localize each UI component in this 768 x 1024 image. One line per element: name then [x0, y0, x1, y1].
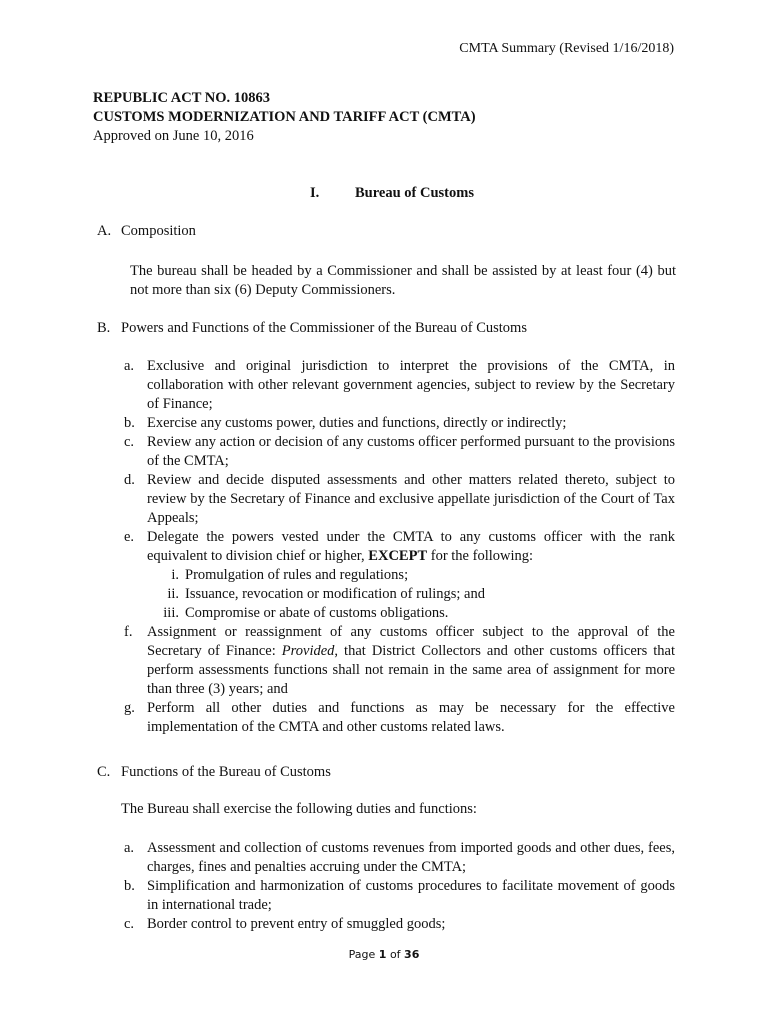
- subsection-title: Composition: [121, 223, 196, 239]
- list-marker: e.: [124, 529, 135, 545]
- list-item-text: Review any action or decision of any customs officer performed pursuant to the provisions of the CMTA;: [147, 434, 675, 469]
- list-marker: g.: [124, 700, 135, 716]
- subsection-letter: A.: [97, 223, 112, 239]
- exceptions-list: [147, 566, 675, 623]
- act-title: CUSTOMS MODERNIZATION AND TARIFF ACT (CMTA): [93, 109, 476, 125]
- functions-intro: The Bureau shall exercise the following duties and functions:: [121, 801, 477, 817]
- subsection-heading-b: [97, 319, 687, 338]
- exception-item: [147, 585, 675, 604]
- list-marker: c.: [124, 916, 135, 932]
- exception-item: [147, 604, 675, 623]
- subsection-letter: B.: [97, 320, 111, 336]
- exception-text: Compromise or abate of customs obligations.: [185, 605, 449, 621]
- list-marker: iii.: [163, 605, 179, 621]
- list-marker: b.: [124, 878, 135, 894]
- section-number: I.: [310, 185, 320, 201]
- text-run: for the following:: [427, 548, 534, 564]
- list-item: [120, 528, 675, 623]
- text-run: , that District Collectors and other customs officers that perform assessments functions shall not remain in the same area of assignment for more than three (3) years; and: [147, 643, 675, 697]
- text-run: Assignment or reassignment of any customs officer subject to the approval of the Secretary of Finance:: [147, 624, 675, 659]
- page-total: 36: [404, 948, 420, 961]
- subsection-heading-c: [97, 763, 687, 782]
- list-item: [120, 839, 675, 877]
- list-item: [120, 877, 675, 915]
- list-item-text: [147, 623, 675, 699]
- list-marker: f.: [124, 624, 133, 640]
- exception-item: [147, 566, 675, 585]
- list-item: [120, 471, 675, 528]
- title-block: [93, 89, 683, 146]
- list-marker: a.: [124, 358, 135, 374]
- act-number: REPUBLIC ACT NO. 10863: [93, 90, 270, 106]
- list-marker: i.: [171, 567, 179, 583]
- list-item: [120, 915, 675, 934]
- list-item: [120, 414, 675, 433]
- list-item: [120, 623, 675, 699]
- list-item: [120, 433, 675, 471]
- page-current: 1: [378, 948, 387, 961]
- text-run: Delegate the powers vested under the CMTA to any customs officer with the rank equivalent to division chief or higher,: [147, 529, 675, 564]
- exception-text: Issuance, revocation or modification of rulings; and: [185, 586, 485, 602]
- emphasis-except: EXCEPT: [368, 548, 428, 564]
- exception-text: Promulgation of rules and regulations;: [185, 567, 409, 583]
- list-item-text: Border control to prevent entry of smuggled goods;: [147, 916, 446, 932]
- list-marker: a.: [124, 840, 135, 856]
- list-item-text: Exclusive and original jurisdiction to interpret the provisions of the CMTA, in collaboration with other relevant government agencies, subject to review by the Secretary of Finance;: [147, 358, 675, 412]
- list-item-text: [147, 528, 675, 566]
- composition-paragraph: The bureau shall be headed by a Commissioner and shall be assisted by at least four (4) but not more than six (6) Deputy Commissioners.: [130, 263, 676, 298]
- running-header: CMTA Summary (Revised 1/16/2018): [459, 41, 674, 56]
- subsection-title: Functions of the Bureau of Customs: [121, 764, 331, 780]
- list-marker: ii.: [167, 586, 179, 602]
- section-title: Bureau of Customs: [355, 185, 474, 201]
- page-footer: [0, 947, 768, 963]
- list-item: [120, 699, 675, 737]
- subsection-title: Powers and Functions of the Commissioner of the Bureau of Customs: [121, 320, 527, 336]
- list-item: [120, 357, 675, 414]
- list-item-text: Assessment and collection of customs revenues from imported goods and other dues, fees, charges, fines and penalties accruing under the CMTA;: [147, 840, 675, 875]
- subsection-heading-a: [97, 222, 687, 241]
- page-label: Page: [348, 948, 376, 961]
- bureau-functions-list: [120, 839, 675, 934]
- page-of: of: [389, 948, 401, 961]
- approval-date: Approved on June 10, 2016: [93, 128, 254, 144]
- emphasis-provided: Provided: [281, 643, 335, 659]
- list-item-text: Exercise any customs power, duties and functions, directly or indirectly;: [147, 415, 567, 431]
- list-item-text: Review and decide disputed assessments and other matters related thereto, subject to review by the Secretary of Finance and exclusive appellate jurisdiction of the Court of Tax Appeals;: [147, 472, 675, 526]
- list-marker: b.: [124, 415, 135, 431]
- list-item-text: Simplification and harmonization of customs procedures to facilitate movement of goods in international trade;: [147, 878, 675, 913]
- list-item-text: Perform all other duties and functions as may be necessary for the effective implementation of the CMTA and other customs related laws.: [147, 700, 675, 735]
- list-marker: c.: [124, 434, 135, 450]
- commissioner-powers-list: [120, 357, 675, 737]
- list-marker: d.: [124, 472, 135, 488]
- subsection-letter: C.: [97, 764, 111, 780]
